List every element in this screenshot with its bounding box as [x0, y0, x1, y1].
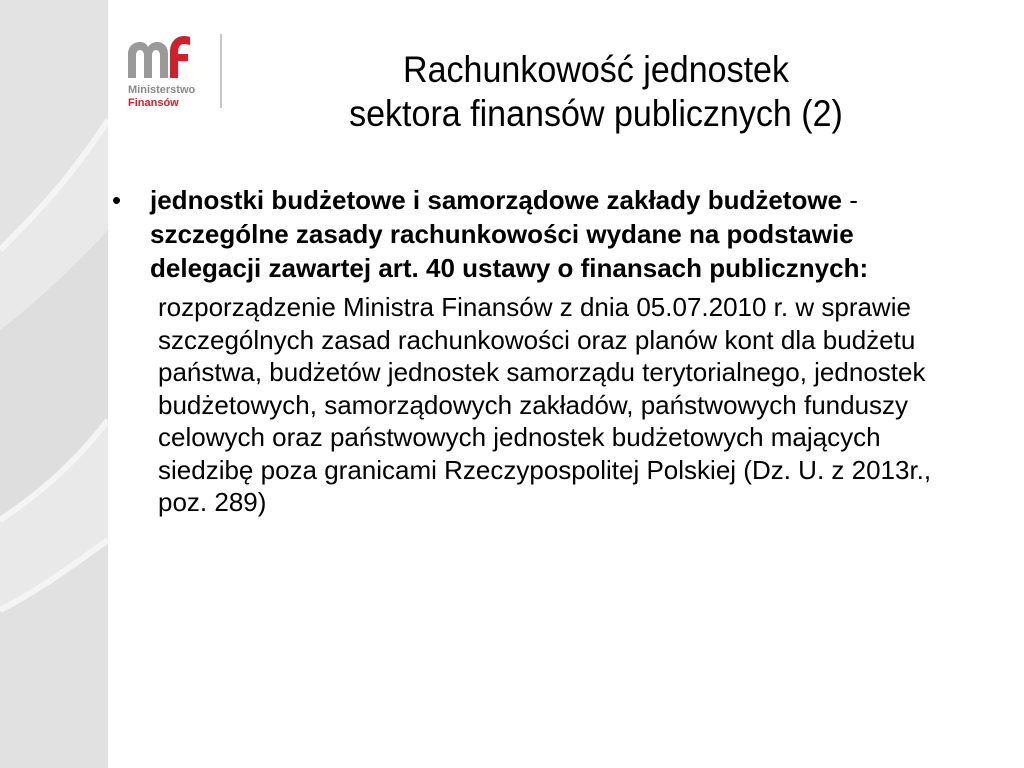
ministry-logo-mark-icon [126, 34, 192, 80]
bullet-text-part2: szczególne zasady rachunkowości wydane na podstawie delegacji zawartej art. 40 ustawy o finansach publicznych: [150, 219, 869, 283]
bullet-icon: • [112, 185, 122, 215]
logo-name-line1: Ministerstwo [128, 84, 196, 96]
slide-title-line2: sektora finansów publicznych (2) [349, 93, 843, 134]
bullet-item [112, 183, 972, 285]
bullet-text [150, 183, 940, 285]
decorative-curves [0, 0, 108, 768]
slide-title [265, 48, 927, 136]
ministry-logo-text [128, 84, 195, 110]
decorative-left-band [0, 0, 108, 768]
regulation-reference-text: rozporządzenie Ministra Finansów z dnia 05.07.2010 r. w sprawie szczególnych zasad rachunkowości oraz planów kont dla budżetu państwa, budżetów jednostek samorządu terytorialnego, jednostek budżetowych, samorządowych zakładów, państwowych funduszy celowych oraz państwowych jednostek budżetowych mających siedzibę poza granicami Rzeczypospolitej Polskiej (Dz. U. z 2013r., poz. 289) [158, 292, 932, 517]
bullet-separator: - [842, 185, 858, 215]
bullet-text-part1: jednostki budżetowe i samorządowe zakłady budżetowe [150, 185, 843, 215]
slide-content [112, 183, 972, 519]
ministry-logo [124, 30, 234, 126]
logo-name-line2: Finansów [128, 97, 179, 109]
slide-title-line1: Rachunkowość jednostek [402, 49, 789, 90]
logo-divider [220, 34, 222, 108]
